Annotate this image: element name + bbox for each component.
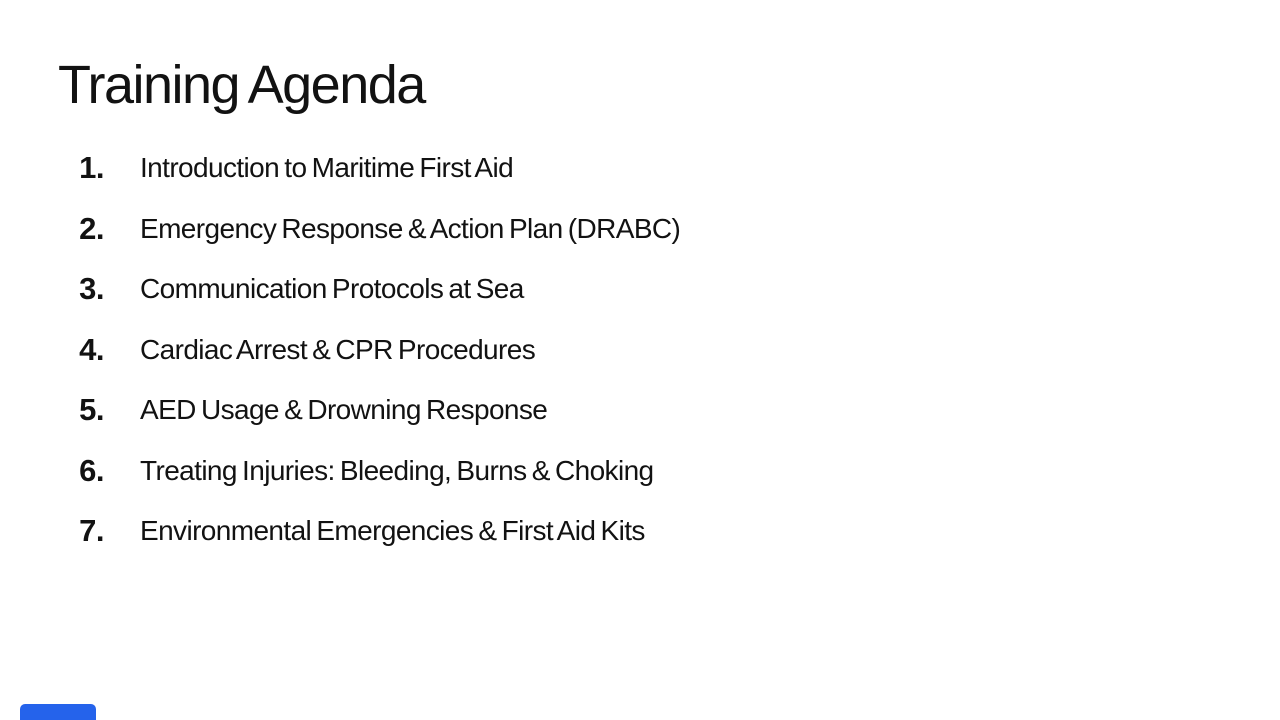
list-item-number: 5. <box>79 392 104 428</box>
list-item-number: 6. <box>79 452 104 488</box>
list-item <box>58 380 1220 441</box>
list-item <box>58 259 1220 320</box>
list-item <box>58 501 1220 562</box>
list-item-text: Environmental Emergencies & First Aid Kits <box>140 515 645 547</box>
list-item <box>58 199 1220 260</box>
list-item-text: Introduction to Maritime First Aid <box>140 152 514 184</box>
list-item-text: Treating Injuries: Bleeding, Burns & Choking <box>140 454 654 486</box>
list-item <box>58 441 1220 502</box>
list-item-number: 3. <box>79 271 104 307</box>
list-item-number: 7. <box>79 513 104 549</box>
slide-title: Training Agenda <box>58 55 425 115</box>
list-item-text: Cardiac Arrest & CPR Procedures <box>140 333 536 365</box>
agenda-list <box>58 138 1220 562</box>
list-item-number: 1. <box>79 150 104 186</box>
list-item-text: Emergency Response & Action Plan (DRABC) <box>140 212 681 244</box>
list-item <box>58 138 1220 199</box>
list-item-number: 4. <box>79 331 104 367</box>
list-item-text: AED Usage & Drowning Response <box>140 394 548 426</box>
accent-bar <box>20 704 96 720</box>
list-item-number: 2. <box>79 210 104 246</box>
list-item-text: Communication Protocols at Sea <box>140 273 524 305</box>
list-item <box>58 320 1220 381</box>
